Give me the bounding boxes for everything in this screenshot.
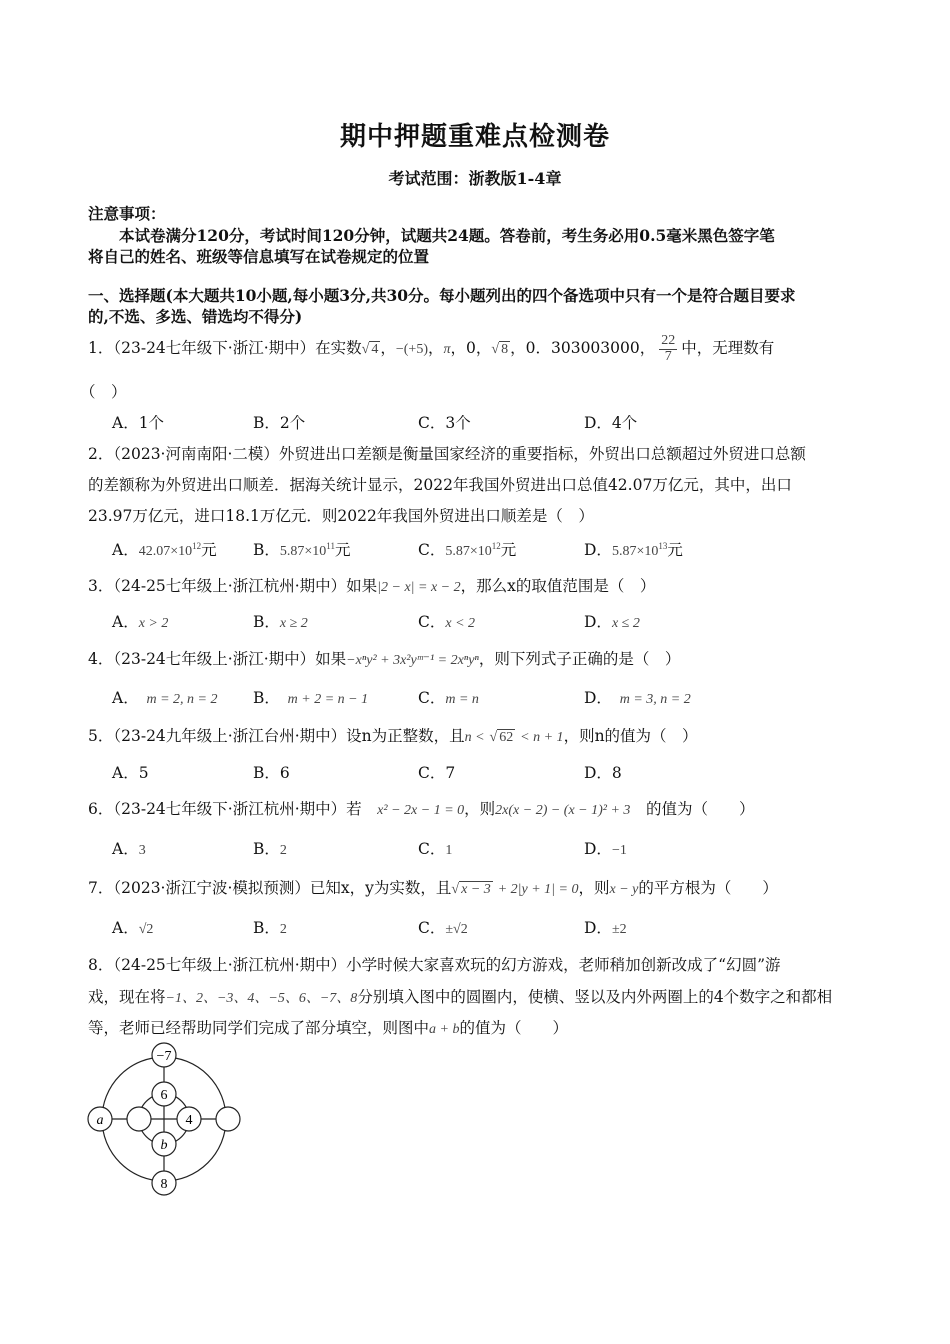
q1-frac-num: 22 xyxy=(661,333,676,348)
q1-option-b[interactable]: B．2个 xyxy=(253,414,306,432)
q8-line-1: 8．（24-25七年级上·浙江杭州·期中）小学时候大家喜欢玩的幻方游戏，老师稍加创新改成了“幻圆”游 xyxy=(88,956,781,974)
q4-option-c-label: C． xyxy=(418,689,446,707)
q1-sqrt4: 4 xyxy=(371,342,379,358)
q1-term-neg5: −(+5) xyxy=(395,342,428,358)
q5-prefix: 5．（23-24九年级上·浙江台州·期中）设n为正整数，且 xyxy=(88,727,465,745)
question-5: 5．（23-24九年级上·浙江台州·期中）设n为正整数，且n < √ 62 < n + 1，则n的值为（ ） xyxy=(88,727,698,745)
label-inner-top: 6 xyxy=(160,1088,168,1103)
q3-option-d-math: x ≤ 2 xyxy=(611,616,640,631)
q6-option-d-label: D． xyxy=(584,840,612,858)
q3-option-c[interactable] xyxy=(418,610,475,632)
q8-expression: a + b xyxy=(429,1022,460,1037)
q5-suffix: ，则n的值为（ ） xyxy=(563,727,698,745)
q7-option-c[interactable] xyxy=(418,916,468,938)
q6-option-d-math: −1 xyxy=(611,843,627,858)
q6-equation: x² − 2x − 1 = 0 xyxy=(377,803,465,818)
q2-line-3: 23.97万亿元，进口18.1万亿元．则2022年我国外贸进出口顺差是（ ） xyxy=(88,507,594,525)
question-3 xyxy=(88,574,655,596)
q2-option-d[interactable] xyxy=(584,538,683,560)
q2-option-a-label: A． xyxy=(112,541,139,559)
q1-option-d[interactable]: D．4个 xyxy=(584,414,638,432)
q3-option-c-label: C． xyxy=(418,613,446,631)
q3-option-b-label: B． xyxy=(253,613,280,631)
q5-math-right: < n + 1 xyxy=(520,730,564,745)
q7-option-a[interactable] xyxy=(112,916,153,938)
q6-mid: ，则 xyxy=(464,800,496,818)
section-heading-line-1: 一、选择题(本大题共10小题,每小题3分,共30分。每小题列出的四个备选项中只有一个是符合题目要求 xyxy=(88,286,796,305)
q6-option-b-label: B． xyxy=(253,840,280,858)
q2-option-c-base: 5.87×10 xyxy=(445,544,492,559)
label-top: −7 xyxy=(156,1049,172,1064)
q1-option-a[interactable]: A．1个 xyxy=(112,414,165,432)
q1-frac-den: 7 xyxy=(664,348,672,364)
q3-option-d-label: D． xyxy=(584,613,612,631)
q4-option-c[interactable] xyxy=(418,686,479,708)
q3-prefix: 3．（24-25七年级上·浙江杭州·期中）如果 xyxy=(88,577,378,595)
notice-heading: 注意事项： xyxy=(88,204,166,223)
q1-fraction xyxy=(659,334,677,364)
circle-right xyxy=(216,1107,240,1131)
q1-sqrt8: 8 xyxy=(501,342,509,358)
q2-option-a[interactable] xyxy=(112,538,217,560)
q2-option-c-label: C． xyxy=(418,541,446,559)
q2-option-d-unit: 元 xyxy=(667,541,683,559)
q4-prefix: 4．（23-24七年级上·浙江·期中）如果 xyxy=(88,650,347,668)
q1-pi: π xyxy=(443,342,451,358)
q6-option-b[interactable] xyxy=(253,837,287,859)
circle-inner-left xyxy=(127,1107,151,1131)
q8-line-2-pre: 戏，现在将 xyxy=(88,988,166,1006)
label-inner-right: 4 xyxy=(185,1113,193,1128)
q7-radicand: x − 3 xyxy=(461,882,491,897)
q4-option-b-math: m + 2 = n − 1 xyxy=(287,692,369,707)
q3-equation: |2 − x| = x − 2 xyxy=(377,580,461,595)
q4-option-d-label: D． xyxy=(584,689,605,707)
q4-option-a[interactable] xyxy=(112,686,217,708)
q2-option-c-unit: 元 xyxy=(500,541,517,559)
q2-option-b-exp: 11 xyxy=(326,540,335,551)
q6-option-a[interactable] xyxy=(112,837,146,859)
q2-option-d-exp: 13 xyxy=(658,540,668,551)
q7-option-a-label: A． xyxy=(112,919,139,937)
q5-option-c[interactable]: C．7 xyxy=(418,764,456,782)
q7-option-c-math: ±√2 xyxy=(445,922,468,937)
q2-option-b-unit: 元 xyxy=(334,541,351,559)
q7-expression: x − y xyxy=(609,882,639,897)
q3-option-a-label: A． xyxy=(112,613,139,631)
q1-suffix: 中，无理数有 xyxy=(681,339,775,358)
q7-option-b-label: B． xyxy=(253,919,280,937)
q2-option-a-base: 42.07×10 xyxy=(138,544,193,559)
q8-line-3-post: 的值为（ ） xyxy=(459,1019,568,1037)
question-6 xyxy=(88,797,754,819)
q4-option-d-math: m = 3, n = 2 xyxy=(619,692,691,707)
question-1: 1．（23-24七年级下·浙江·期中）在实数√ 4 ，−(+5)，π，0，√ 8 ，0．303003000， $\frac{22}{7}$ 中，无理数有 xyxy=(88,333,775,364)
q7-option-b[interactable] xyxy=(253,916,287,938)
q6-expression: 2x(x − 2) − (x − 1)² + 3 xyxy=(495,803,631,818)
q6-option-d[interactable] xyxy=(584,837,627,859)
notice-line-1: 本试卷满分120分，考试时间120分钟，试题共24题。答卷前，考生务必用0.5毫米黑色签字笔 xyxy=(119,226,775,245)
q6-option-c-label: C． xyxy=(418,840,446,858)
q1-prefix: 1．（23-24七年级下·浙江·期中）在实数 xyxy=(88,339,362,358)
q8-line-3-pre: 等，老师已经帮助同学们完成了部分填空，则图中 xyxy=(88,1019,430,1037)
q3-option-d[interactable] xyxy=(584,610,640,632)
q6-option-a-label: A． xyxy=(112,840,139,858)
page-title: 期中押题重难点检测卷 xyxy=(339,122,610,152)
q7-option-b-math: 2 xyxy=(279,922,287,937)
q5-radicand: 62 xyxy=(499,730,514,745)
q6-suffix: 的值为（ ） xyxy=(645,800,755,818)
label-inner-bottom: b xyxy=(160,1138,168,1153)
q4-option-d[interactable] xyxy=(584,686,691,708)
q4-option-a-label: A． xyxy=(112,689,131,707)
q3-option-c-math: x < 2 xyxy=(445,616,476,631)
label-left: a xyxy=(96,1113,104,1128)
q7-suffix: 的平方根为（ ） xyxy=(638,879,778,897)
q8-number-list: −1、2、−3、4、−5、6、−7、8 xyxy=(165,991,358,1006)
q2-option-c-exp: 12 xyxy=(491,540,501,551)
section-heading-line-2: 的,不选、多选、错选均不得分) xyxy=(88,307,303,326)
q7-option-c-label: C． xyxy=(418,919,446,937)
q4-option-a-math: m = 2, n = 2 xyxy=(146,692,218,707)
q1-option-c[interactable]: C．3个 xyxy=(418,414,471,432)
q7-option-d[interactable] xyxy=(584,916,627,938)
q1-answer-paren: （ ） xyxy=(80,383,127,401)
q6-option-b-math: 2 xyxy=(279,843,287,858)
q7-equation: + 2|y + 1| = 0 xyxy=(497,882,579,897)
q4-option-b-label: B． xyxy=(253,689,273,707)
q4-option-b[interactable] xyxy=(253,686,368,708)
q6-option-c[interactable] xyxy=(418,837,452,859)
q2-option-b-label: B． xyxy=(253,541,280,559)
q7-mid: ，则 xyxy=(578,879,610,897)
q8-line-3 xyxy=(88,1016,568,1038)
q2-line-1: 2．（2023·河南南阳·二模）外贸进出口差额是衡量国家经济的重要指标，外贸出口总额超过外贸进口总额 xyxy=(88,445,806,463)
q7-prefix: 7．（2023·浙江宁波·模拟预测）已知x，y为实数，且 xyxy=(88,879,452,897)
q2-option-a-exp: 12 xyxy=(192,540,202,551)
q4-equation: −xⁿy² + 3x²yᵐ⁻¹ = 2xⁿyⁿ xyxy=(346,653,479,668)
q2-line-2: 的差额称为外贸进出口顺差．据海关统计显示，2022年我国外贸进出口总值42.07万亿元，其中，出口 xyxy=(88,476,792,494)
q3-suffix: ，那么x的取值范围是（ ） xyxy=(460,577,656,595)
q3-option-a[interactable] xyxy=(112,610,168,632)
q2-option-c[interactable] xyxy=(418,538,516,560)
q5-option-b[interactable]: B．6 xyxy=(253,764,290,782)
question-7: 7．（2023·浙江宁波·模拟预测）已知x，y为实数，且√ x − 3 + 2|y + 1| = 0，则x − y的平方根为（ ） xyxy=(88,879,778,897)
q7-option-d-label: D． xyxy=(584,919,612,937)
q5-math-left: n < xyxy=(464,730,485,745)
q7-option-d-math: ±2 xyxy=(611,922,627,937)
q1-decimal: 0．303003000 xyxy=(525,339,640,358)
q7-option-a-math: √2 xyxy=(138,922,154,937)
q3-option-a-math: x > 2 xyxy=(138,616,169,631)
q8-line-2 xyxy=(88,985,832,1007)
q3-option-b-math: x ≥ 2 xyxy=(279,616,308,631)
q5-option-a[interactable]: A．5 xyxy=(112,764,149,782)
q4-suffix: ，则下列式子正确的是（ ） xyxy=(478,650,681,668)
q6-option-a-math: 3 xyxy=(138,843,146,858)
q6-option-c-math: 1 xyxy=(445,843,453,858)
q2-option-a-unit: 元 xyxy=(201,541,217,559)
q6-prefix: 6．（23-24七年级下·浙江杭州·期中）若 xyxy=(88,800,362,818)
q2-option-d-label: D． xyxy=(584,541,612,559)
label-bottom: 8 xyxy=(160,1177,168,1192)
notice-line-2: 将自己的姓名、班级等信息填写在试卷规定的位置 xyxy=(88,247,430,266)
q2-option-b[interactable] xyxy=(253,538,350,560)
q2-option-d-base: 5.87×10 xyxy=(611,544,659,559)
q1-zero: 0 xyxy=(466,339,476,358)
q2-option-b-base: 5.87×10 xyxy=(279,544,327,559)
question-4 xyxy=(88,647,680,669)
q8-line-2-post: 分别填入图中的圆圈内，使横、竖以及内外两圈上的4个数字之和都相 xyxy=(357,988,833,1006)
q5-option-d[interactable]: D．8 xyxy=(584,764,622,782)
q4-option-c-math: m = n xyxy=(445,692,479,707)
page-subtitle: 考试范围：浙教版1-4章 xyxy=(388,169,562,188)
magic-circle-figure xyxy=(84,1042,246,1204)
q3-option-b[interactable] xyxy=(253,610,308,632)
